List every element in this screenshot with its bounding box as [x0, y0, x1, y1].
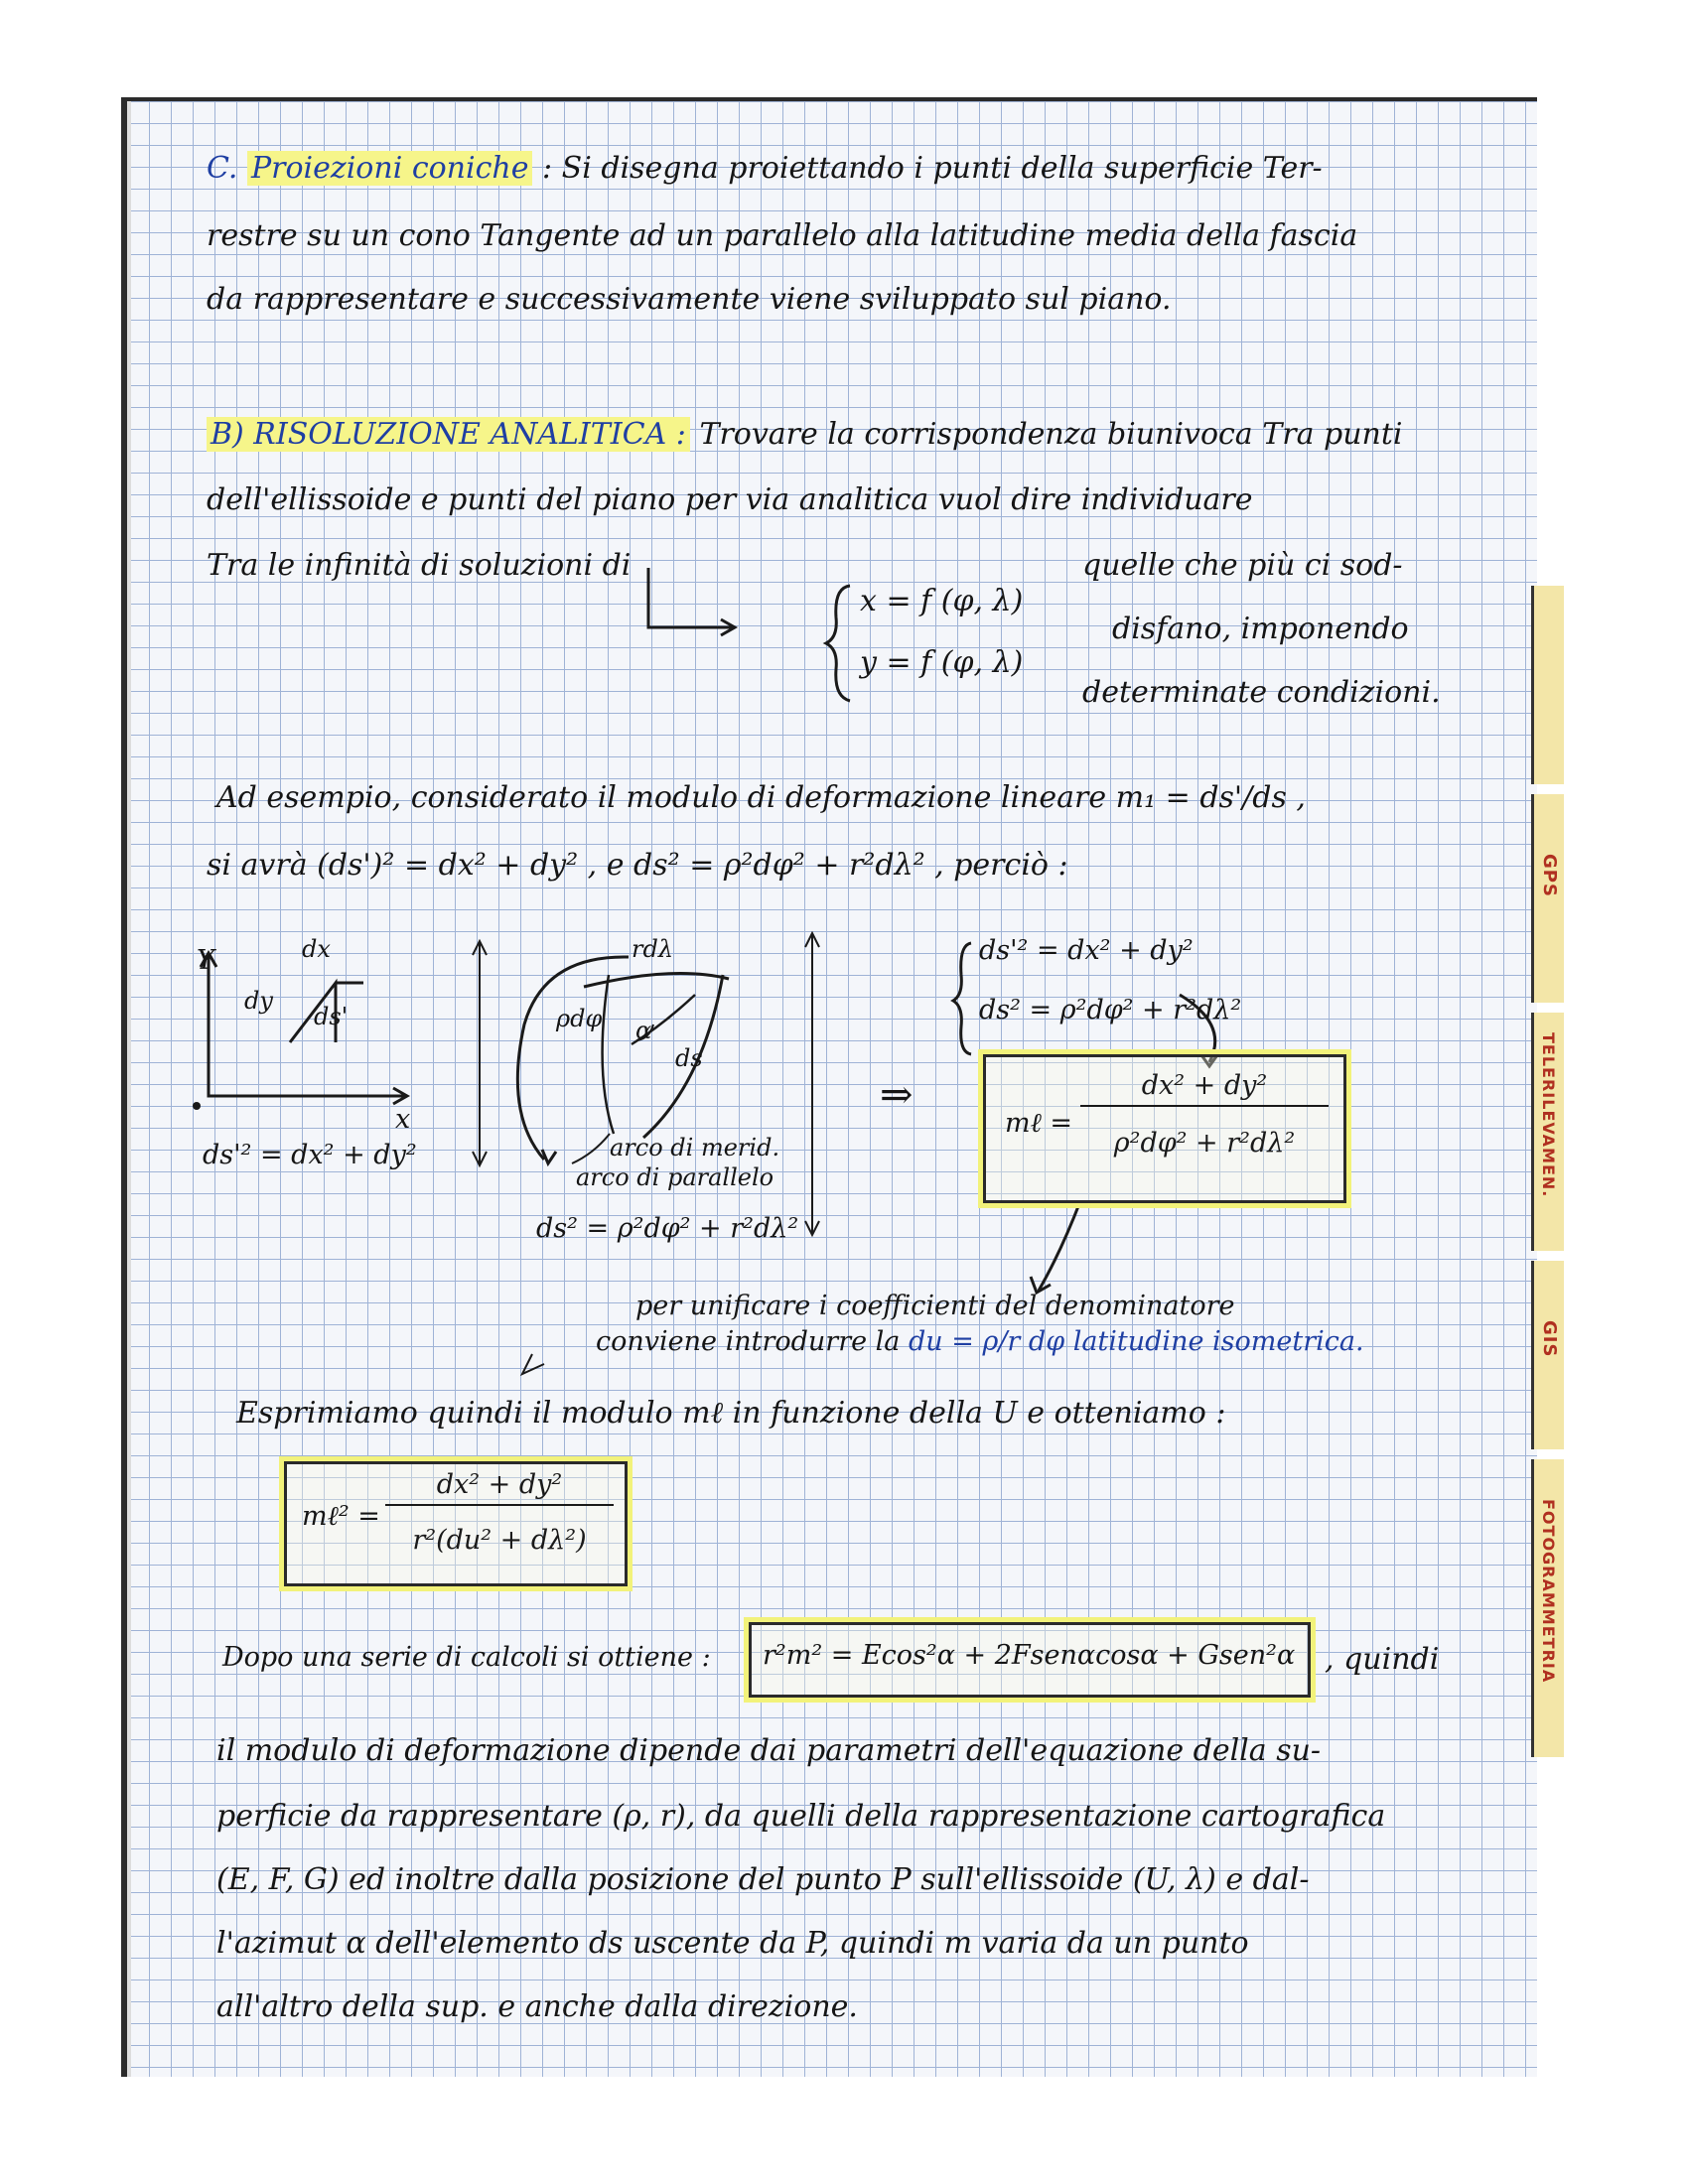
tab-gps-label: GPS — [1539, 854, 1560, 897]
ml-denominator: ρ²dφ² + r²dλ² — [1113, 1128, 1296, 1159]
tab-fotogrammetria[interactable] — [1531, 1459, 1564, 1757]
c-line-1: C. Proiezioni coniche : Si disegna proiettando i punti della superficie Ter- — [207, 151, 1323, 186]
arc-meridian-label: arco di merid. — [610, 1134, 780, 1161]
tab-gps[interactable] — [1531, 794, 1564, 1003]
note-line-1: per unificare i coefficienti del denominatore — [635, 1291, 1235, 1321]
paragraph-line-2: perficie da rappresentare (ρ, r), da quelli della rappresentazione cartografica — [216, 1799, 1386, 1834]
c-line-3: da rappresentare e successivamente viene sviluppato sul piano. — [207, 282, 1172, 317]
tab-fotogrammetria-label: FOTOGRAMMETRIA — [1539, 1499, 1558, 1684]
ml2-denominator: r²(du² + dλ²) — [412, 1525, 587, 1556]
ml-lhs: mℓ = — [1005, 1108, 1073, 1139]
ds1-label: ds' — [314, 1003, 349, 1030]
tab-blank[interactable] — [1531, 586, 1564, 784]
b-line-1: B) RISOLUZIONE ANALITICA : Trovare la corrispondenza biunivoca Tra punti — [207, 417, 1403, 452]
system-x: x = f (φ, λ) — [860, 584, 1024, 618]
b-right-1: quelle che più ci sod- — [1082, 548, 1403, 583]
dopo-line: Dopo una serie di calcoli si ottiene : — [222, 1642, 711, 1673]
paragraph-line-1: il modulo di deformazione dipende dai parametri dell'equazione della su- — [216, 1733, 1322, 1768]
implies-arrow: ⇒ — [880, 1072, 914, 1118]
eq-left: ds'² = dx² + dy² — [203, 1140, 417, 1170]
b-right-2: disfano, imponendo — [1112, 612, 1409, 646]
ml-numerator: dx² + dy² — [1080, 1070, 1329, 1107]
alpha-label: α — [635, 1017, 652, 1044]
b-line-3: Tra le infinità di soluzioni di — [207, 548, 632, 583]
tab-gis-label: GIS — [1539, 1320, 1560, 1358]
note-line-2: conviene introdurre la du = ρ/r dφ latitudine isometrica. — [596, 1326, 1364, 1357]
tab-gis[interactable] — [1531, 1261, 1564, 1449]
b-right-3: determinate condizioni. — [1082, 675, 1441, 710]
c-line-2: restre su un cono Tangente ad un parallelo alla latitudine media della fascia — [207, 218, 1358, 253]
isometric-latitude: du = ρ/r dφ latitudine isometrica. — [909, 1326, 1364, 1357]
axis-x-label: x — [395, 1104, 411, 1135]
tab-telerilevamento[interactable] — [1531, 1013, 1564, 1251]
rdl-label: rdλ — [632, 935, 674, 963]
example-line-2: si avrà (ds')² = dx² + dy² , e ds² = ρ²dφ² + r²dλ² , perciò : — [207, 848, 1068, 883]
example-line-1: Ad esempio, considerato il modulo di deformazione lineare m₁ = ds'/ds , — [216, 780, 1306, 815]
c-title: Proiezioni coniche — [247, 151, 533, 186]
sys-eq-2: ds² = ρ²dφ² + r²dλ² — [979, 995, 1242, 1025]
b-title: B) RISOLUZIONE ANALITICA : — [207, 417, 690, 452]
arc-parallel-label: arco di parallelo — [576, 1163, 774, 1191]
axis-y-label: Y — [197, 945, 214, 976]
b-line-2: dell'ellissoide e punti del piano per via analitica vuol dire individuare — [207, 482, 1253, 517]
system-y: y = f (φ, λ) — [860, 645, 1024, 680]
pdp-label: ρdφ — [556, 1005, 603, 1032]
ml2-lhs: mℓ² = — [302, 1501, 380, 1532]
notebook-page — [121, 97, 1537, 2077]
paragraph-line-4: l'azimut α dell'elemento ds uscente da P, quindi m varia da un punto — [216, 1926, 1249, 1961]
express-line: Esprimiamo quindi il modulo mℓ in funzione della U e otteniamo : — [236, 1396, 1226, 1431]
paragraph-line-5: all'altro della sup. e anche dalla direzione. — [216, 1989, 858, 2024]
paragraph-line-3: (E, F, G) ed inoltre dalla posizione del punto P sull'ellissoide (U, λ) e dal- — [216, 1862, 1310, 1897]
dx-label: dx — [302, 935, 331, 963]
quindi-text: , quindi — [1325, 1642, 1440, 1677]
ds-label: ds — [675, 1044, 703, 1072]
ml2-numerator: dx² + dy² — [385, 1469, 614, 1506]
dy-label: dy — [244, 987, 273, 1015]
sys-eq-1: ds'² = dx² + dy² — [979, 935, 1194, 966]
tab-telerilevamento-label: TELERILEVAMEN. — [1539, 1032, 1558, 1198]
eq-mid: ds² = ρ²dφ² + r²dλ² — [536, 1213, 799, 1244]
final-formula: r²m² = Ecos²α + 2Fsenαcosα + Gsen²α — [763, 1640, 1296, 1671]
